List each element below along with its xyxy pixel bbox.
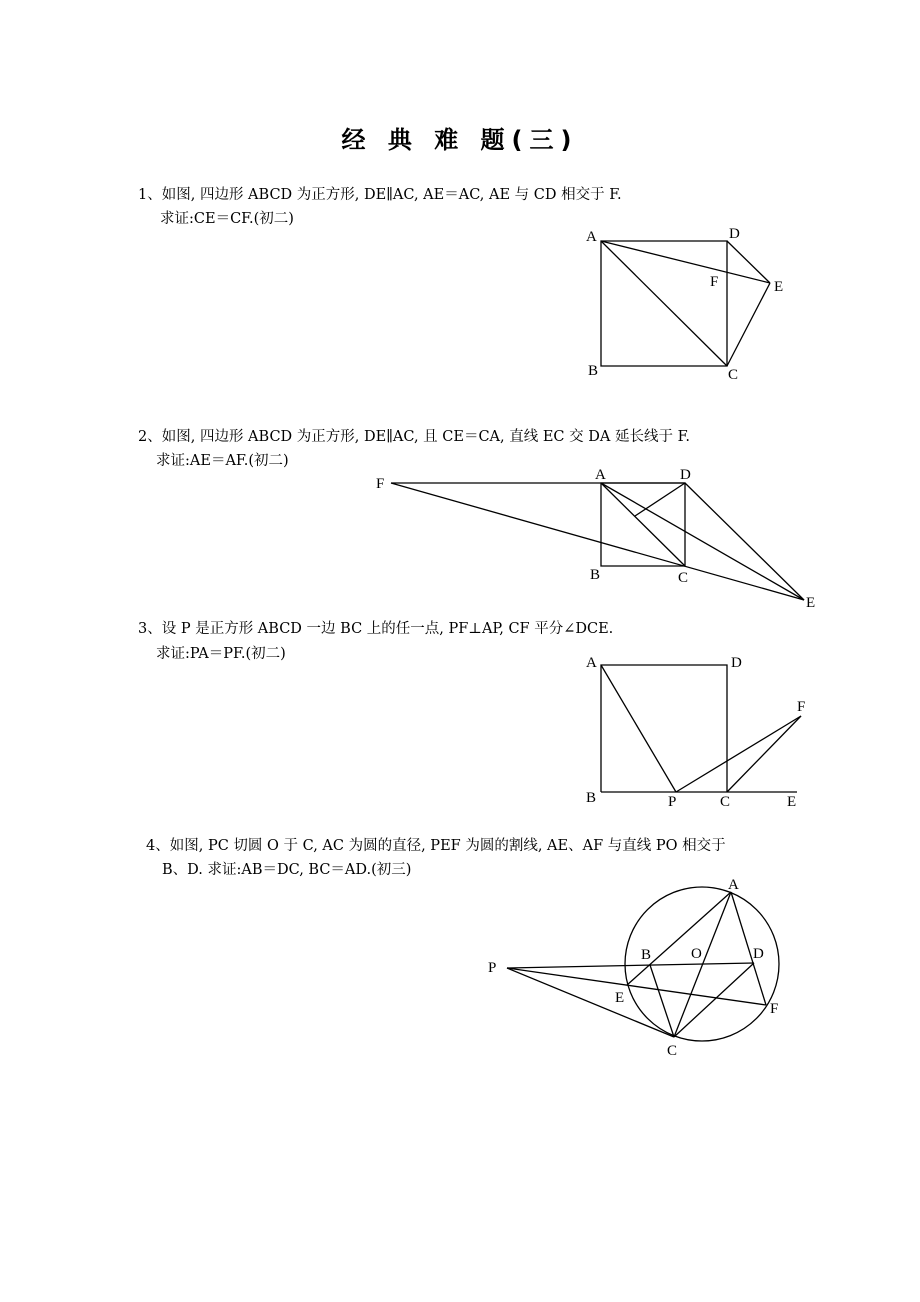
fig2-label-f: F bbox=[376, 476, 385, 492]
fig4-label-a: A bbox=[728, 877, 739, 893]
fig2-label-d: D bbox=[680, 467, 691, 483]
fig3-label-c: C bbox=[720, 794, 731, 810]
fig2-label-e: E bbox=[806, 595, 816, 611]
fig1-label-b: B bbox=[588, 363, 599, 379]
fig2-label-b: B bbox=[590, 567, 601, 583]
fig4-line-cd bbox=[674, 963, 754, 1037]
fig4-line-ae bbox=[627, 892, 731, 985]
fig4-label-o: O bbox=[691, 946, 702, 962]
problem-2-statement: 2、如图, 四边形 ABCD 为正方形, DE∥AC, 且 CE＝CA, 直线 EC 交 DA 延长线于 F. bbox=[138, 429, 690, 445]
fig4-line-pd bbox=[507, 963, 754, 968]
fig3-label-e: E bbox=[787, 794, 797, 810]
fig3-label-d: D bbox=[731, 655, 742, 671]
fig4-label-c: C bbox=[667, 1043, 678, 1059]
fig2-label-c: C bbox=[678, 570, 689, 586]
fig4-line-cb bbox=[650, 965, 674, 1037]
problem-4-statement-cont: B、D. 求证:AB＝DC, BC＝AD.(初三) bbox=[162, 862, 412, 878]
fig4-label-f: F bbox=[770, 1001, 779, 1017]
fig3-label-b: B bbox=[586, 790, 597, 806]
fig1-label-e: E bbox=[774, 279, 784, 295]
problem-2-proof: 求证:AE＝AF.(初二) bbox=[156, 453, 289, 469]
problem-3-proof: 求证:PA＝PF.(初二) bbox=[156, 646, 286, 662]
fig4-label-e: E bbox=[615, 990, 625, 1006]
page-title: 经 典 难 题(三) bbox=[341, 126, 579, 154]
problem-1-statement: 1、如图, 四边形 ABCD 为正方形, DE∥AC, AE＝AC, AE 与 CD 相交于 F. bbox=[138, 187, 622, 203]
fig3-label-f: F bbox=[797, 699, 806, 715]
problem-3-statement: 3、设 P 是正方形 ABCD 一边 BC 上的任一点, PF⊥AP, CF 平分∠DCE. bbox=[138, 621, 614, 637]
fig1-label-d: D bbox=[729, 226, 740, 242]
fig2-label-a: A bbox=[595, 467, 606, 483]
fig1-label-a: A bbox=[586, 229, 597, 245]
fig4-line-pf bbox=[507, 968, 766, 1005]
fig1-label-c: C bbox=[728, 367, 739, 383]
problem-4-statement: 4、如图, PC 切圆 O 于 C, AC 为圆的直径, PEF 为圆的割线, AE、AF 与直线 PO 相交于 bbox=[146, 838, 726, 854]
fig4-label-d: D bbox=[753, 946, 764, 962]
fig4-line-pc bbox=[507, 968, 674, 1037]
fig3-label-p: P bbox=[668, 794, 677, 810]
problem-1-proof: 求证:CE＝CF.(初二) bbox=[160, 211, 294, 227]
fig3-label-a: A bbox=[586, 655, 597, 671]
fig1-label-f: F bbox=[710, 274, 719, 290]
fig4-label-b: B bbox=[641, 947, 652, 963]
fig4-label-p: P bbox=[488, 960, 497, 976]
